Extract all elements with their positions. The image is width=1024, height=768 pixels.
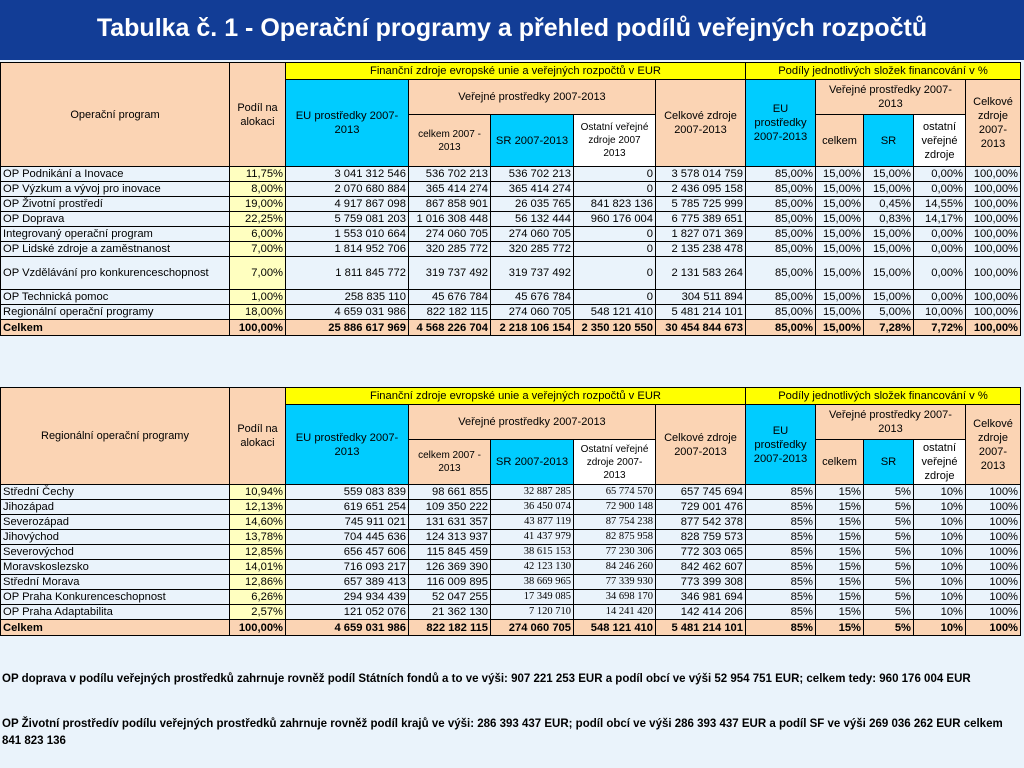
cell-pub: 365 414 274 — [409, 182, 491, 197]
header-other-public: Ostatní veřejné zdroje 2007 2013 — [574, 115, 656, 167]
header-program: Operační program — [1, 63, 230, 167]
table-row — [1, 560, 1021, 575]
cell-sr: 45 676 784 — [491, 290, 574, 305]
cell-tot: 5 785 725 999 — [656, 197, 746, 212]
cell-ptot: 100,00% — [966, 197, 1021, 212]
cell-eu: 2 070 680 884 — [286, 182, 409, 197]
cell-ptot: 100,00% — [966, 305, 1021, 320]
cell-psr: 5% — [864, 560, 914, 575]
cell-oth: 34 698 170 — [574, 590, 656, 605]
header-public-total: celkem 2007 - 2013 — [409, 115, 491, 167]
cell-peu: 85,00% — [746, 227, 816, 242]
cell-tot: 657 745 694 — [656, 485, 746, 500]
cell-share: 2,57% — [230, 605, 286, 620]
cell-poth: 10% — [914, 485, 966, 500]
cell-name: OP Praha Adaptabilita — [1, 605, 230, 620]
cell-oth: 548 121 410 — [574, 305, 656, 320]
cell-oth: 77 230 306 — [574, 545, 656, 560]
cell-share: 11,75% — [230, 167, 286, 182]
cell-ppub: 15,00% — [816, 227, 864, 242]
cell-pub: 274 060 705 — [409, 227, 491, 242]
total-cell-share: 100,00% — [230, 320, 286, 336]
total-cell-pub: 822 182 115 — [409, 620, 491, 636]
cell-tot: 773 399 308 — [656, 575, 746, 590]
cell-peu: 85% — [746, 500, 816, 515]
regional-programs-table — [0, 387, 1021, 636]
cell-oth: 0 — [574, 227, 656, 242]
cell-tot: 729 001 476 — [656, 500, 746, 515]
cell-peu: 85,00% — [746, 212, 816, 227]
cell-poth: 0,00% — [914, 167, 966, 182]
cell-psr: 5% — [864, 605, 914, 620]
header-eu-funds: EU prostředky 2007-2013 — [286, 405, 409, 485]
cell-tot: 304 511 894 — [656, 290, 746, 305]
cell-ptot: 100,00% — [966, 227, 1021, 242]
total-cell-ptot: 100% — [966, 620, 1021, 636]
cell-poth: 10% — [914, 560, 966, 575]
cell-share: 1,00% — [230, 290, 286, 305]
table-row — [1, 227, 1021, 242]
header-sr: SR 2007-2013 — [491, 440, 574, 485]
cell-name: OP Podnikání a Inovace — [1, 167, 230, 182]
cell-ppub: 15% — [816, 575, 864, 590]
cell-ptot: 100% — [966, 545, 1021, 560]
header-pct-sr: SR — [864, 440, 914, 485]
cell-oth: 0 — [574, 242, 656, 257]
total-cell-peu: 85% — [746, 620, 816, 636]
cell-poth: 10% — [914, 605, 966, 620]
total-cell-share: 100,00% — [230, 620, 286, 636]
header-funding-band: Finanční zdroje evropské unie a veřejných rozpočtů v EUR — [286, 388, 746, 405]
header-eu-funds: EU prostředky 2007-2013 — [286, 80, 409, 167]
table-row — [1, 182, 1021, 197]
cell-psr: 15,00% — [864, 182, 914, 197]
header-total-sources: Celkové zdroje 2007-2013 — [656, 80, 746, 167]
cell-ptot: 100,00% — [966, 212, 1021, 227]
cell-psr: 5% — [864, 575, 914, 590]
header-pct-total-sources: Celkové zdroje 2007-2013 — [966, 405, 1021, 485]
cell-name: Střední Morava — [1, 575, 230, 590]
cell-tot: 772 303 065 — [656, 545, 746, 560]
cell-psr: 5% — [864, 500, 914, 515]
cell-poth: 14,17% — [914, 212, 966, 227]
table-row — [1, 575, 1021, 590]
cell-psr: 15,00% — [864, 227, 914, 242]
cell-name: OP Výzkum a vývoj pro inovace — [1, 182, 230, 197]
note-environment: OP Životní prostředív podílu veřejných prostředků zahrnuje rovněž podíl krajů ve výši: 286 393 437 EUR; podíl obcí ve výši 286 393 437 EUR a podíl SF ve výši 269 036 262 EUR celkem 841 823 136 — [2, 718, 1003, 747]
cell-pub: 115 845 459 — [409, 545, 491, 560]
total-row — [1, 620, 1021, 636]
cell-peu: 85% — [746, 575, 816, 590]
cell-tot: 3 578 014 759 — [656, 167, 746, 182]
cell-sr: 38 669 965 — [491, 575, 574, 590]
cell-ptot: 100% — [966, 515, 1021, 530]
cell-share: 7,00% — [230, 242, 286, 257]
cell-name: Moravskoslezsko — [1, 560, 230, 575]
cell-oth: 84 246 260 — [574, 560, 656, 575]
cell-oth: 77 339 930 — [574, 575, 656, 590]
cell-ptot: 100% — [966, 485, 1021, 500]
table-row — [1, 500, 1021, 515]
header-total-sources: Celkové zdroje 2007-2013 — [656, 405, 746, 485]
total-cell-poth: 7,72% — [914, 320, 966, 336]
cell-psr: 5% — [864, 545, 914, 560]
cell-share: 19,00% — [230, 197, 286, 212]
cell-ptot: 100% — [966, 500, 1021, 515]
cell-sr: 7 120 710 — [491, 605, 574, 620]
cell-name: OP Praha Konkurenceschopnost — [1, 590, 230, 605]
cell-ptot: 100% — [966, 530, 1021, 545]
cell-psr: 15,00% — [864, 167, 914, 182]
total-cell-tot: 5 481 214 101 — [656, 620, 746, 636]
header-pct-total-sources: Celkové zdroje 2007-2013 — [966, 80, 1021, 167]
cell-psr: 15,00% — [864, 290, 914, 305]
total-cell-ppub: 15,00% — [816, 320, 864, 336]
cell-poth: 10,00% — [914, 305, 966, 320]
cell-ppub: 15,00% — [816, 257, 864, 290]
cell-name: OP Vzdělávání pro konkurenceschopnost — [1, 257, 230, 290]
cell-ptot: 100,00% — [966, 290, 1021, 305]
cell-eu: 1 553 010 664 — [286, 227, 409, 242]
cell-share: 13,78% — [230, 530, 286, 545]
cell-eu: 3 041 312 546 — [286, 167, 409, 182]
cell-peu: 85,00% — [746, 182, 816, 197]
operational-programs-table — [0, 62, 1021, 336]
cell-psr: 15,00% — [864, 242, 914, 257]
cell-sr: 38 615 153 — [491, 545, 574, 560]
cell-peu: 85,00% — [746, 197, 816, 212]
cell-poth: 0,00% — [914, 182, 966, 197]
cell-psr: 5% — [864, 590, 914, 605]
cell-tot: 346 981 694 — [656, 590, 746, 605]
cell-pub: 116 009 895 — [409, 575, 491, 590]
header-other-public: Ostatní veřejné zdroje 2007- 2013 — [574, 440, 656, 485]
cell-ptot: 100,00% — [966, 242, 1021, 257]
cell-name: OP Technická pomoc — [1, 290, 230, 305]
cell-sr: 365 414 274 — [491, 182, 574, 197]
cell-poth: 10% — [914, 575, 966, 590]
cell-oth: 72 900 148 — [574, 500, 656, 515]
cell-oth: 87 754 238 — [574, 515, 656, 530]
cell-oth: 0 — [574, 290, 656, 305]
cell-pub: 109 350 222 — [409, 500, 491, 515]
cell-share: 10,94% — [230, 485, 286, 500]
header-pct-eu: EU prostředky 2007-2013 — [746, 80, 816, 167]
cell-ppub: 15,00% — [816, 197, 864, 212]
cell-eu: 1 814 952 706 — [286, 242, 409, 257]
cell-name: OP Doprava — [1, 212, 230, 227]
cell-share: 14,01% — [230, 560, 286, 575]
cell-oth: 0 — [574, 182, 656, 197]
header-pct-other: ostatní veřejné zdroje — [914, 440, 966, 485]
cell-tot: 828 759 573 — [656, 530, 746, 545]
total-cell-oth: 548 121 410 — [574, 620, 656, 636]
table-row — [1, 305, 1021, 320]
cell-psr: 5% — [864, 485, 914, 500]
cell-ppub: 15,00% — [816, 182, 864, 197]
cell-poth: 10% — [914, 545, 966, 560]
cell-tot: 1 827 071 369 — [656, 227, 746, 242]
total-cell-peu: 85,00% — [746, 320, 816, 336]
cell-oth: 960 176 004 — [574, 212, 656, 227]
cell-poth: 10% — [914, 590, 966, 605]
cell-poth: 0,00% — [914, 227, 966, 242]
cell-share: 12,85% — [230, 545, 286, 560]
cell-name: Jihozápad — [1, 500, 230, 515]
cell-oth: 65 774 570 — [574, 485, 656, 500]
cell-tot: 5 481 214 101 — [656, 305, 746, 320]
cell-pub: 98 661 855 — [409, 485, 491, 500]
header-pct-eu: EU prostředky 2007-2013 — [746, 405, 816, 485]
header-regional-program: Regionální operační programy — [1, 388, 230, 485]
total-cell-name: Celkem — [1, 620, 230, 636]
cell-sr: 41 437 979 — [491, 530, 574, 545]
cell-ppub: 15% — [816, 515, 864, 530]
cell-ppub: 15% — [816, 500, 864, 515]
total-cell-name: Celkem — [1, 320, 230, 336]
cell-peu: 85,00% — [746, 242, 816, 257]
header-share: Podíl na alokaci — [230, 388, 286, 485]
cell-ptot: 100% — [966, 590, 1021, 605]
table-row — [1, 530, 1021, 545]
cell-pub: 822 182 115 — [409, 305, 491, 320]
cell-psr: 5% — [864, 530, 914, 545]
cell-poth: 10% — [914, 500, 966, 515]
cell-peu: 85% — [746, 530, 816, 545]
total-row — [1, 320, 1021, 336]
table-row — [1, 515, 1021, 530]
cell-psr: 0,83% — [864, 212, 914, 227]
cell-share: 22,25% — [230, 212, 286, 227]
cell-peu: 85,00% — [746, 257, 816, 290]
cell-eu: 745 911 021 — [286, 515, 409, 530]
total-cell-tot: 30 454 844 673 — [656, 320, 746, 336]
header-public-total: celkem 2007 - 2013 — [409, 440, 491, 485]
cell-ppub: 15% — [816, 560, 864, 575]
cell-sr: 56 132 444 — [491, 212, 574, 227]
cell-sr: 26 035 765 — [491, 197, 574, 212]
header-public-funds: Veřejné prostředky 2007-2013 — [409, 405, 656, 440]
cell-share: 14,60% — [230, 515, 286, 530]
cell-eu: 559 083 839 — [286, 485, 409, 500]
cell-poth: 10% — [914, 530, 966, 545]
cell-poth: 14,55% — [914, 197, 966, 212]
cell-name: Střední Čechy — [1, 485, 230, 500]
page-title: Tabulka č. 1 - Operační programy a přehled podílů veřejných rozpočtů — [96, 14, 928, 42]
cell-sr: 43 877 119 — [491, 515, 574, 530]
cell-poth: 10% — [914, 515, 966, 530]
cell-oth: 82 875 958 — [574, 530, 656, 545]
cell-poth: 0,00% — [914, 257, 966, 290]
table-row — [1, 167, 1021, 182]
cell-ppub: 15,00% — [816, 305, 864, 320]
header-pct-other: ostatní veřejné zdroje — [914, 115, 966, 167]
cell-peu: 85,00% — [746, 290, 816, 305]
cell-tot: 142 414 206 — [656, 605, 746, 620]
total-cell-sr: 2 218 106 154 — [491, 320, 574, 336]
header-pct-public: Veřejné prostředky 2007-2013 — [816, 405, 966, 440]
header-sr: SR 2007-2013 — [491, 115, 574, 167]
title-bar — [0, 0, 1024, 60]
cell-sr: 36 450 074 — [491, 500, 574, 515]
table-row — [1, 485, 1021, 500]
table-row — [1, 290, 1021, 305]
cell-tot: 2 436 095 158 — [656, 182, 746, 197]
cell-share: 12,13% — [230, 500, 286, 515]
cell-tot: 6 775 389 651 — [656, 212, 746, 227]
cell-pub: 124 313 937 — [409, 530, 491, 545]
cell-ptot: 100% — [966, 560, 1021, 575]
total-cell-ppub: 15% — [816, 620, 864, 636]
cell-share: 8,00% — [230, 182, 286, 197]
cell-sr: 274 060 705 — [491, 305, 574, 320]
cell-sr: 320 285 772 — [491, 242, 574, 257]
cell-oth: 14 241 420 — [574, 605, 656, 620]
total-cell-eu: 4 659 031 986 — [286, 620, 409, 636]
cell-peu: 85% — [746, 605, 816, 620]
cell-pub: 536 702 213 — [409, 167, 491, 182]
cell-share: 6,26% — [230, 590, 286, 605]
cell-pub: 126 369 390 — [409, 560, 491, 575]
cell-name: Severozápad — [1, 515, 230, 530]
cell-peu: 85% — [746, 590, 816, 605]
cell-pub: 1 016 308 448 — [409, 212, 491, 227]
cell-psr: 0,45% — [864, 197, 914, 212]
cell-pub: 45 676 784 — [409, 290, 491, 305]
cell-eu: 657 389 413 — [286, 575, 409, 590]
cell-name: Integrovaný operační program — [1, 227, 230, 242]
cell-poth: 0,00% — [914, 290, 966, 305]
total-cell-eu: 25 886 617 969 — [286, 320, 409, 336]
cell-share: 12,86% — [230, 575, 286, 590]
cell-eu: 656 457 606 — [286, 545, 409, 560]
cell-peu: 85% — [746, 545, 816, 560]
total-cell-pub: 4 568 226 704 — [409, 320, 491, 336]
table-row — [1, 257, 1021, 290]
cell-sr: 42 123 130 — [491, 560, 574, 575]
cell-sr: 536 702 213 — [491, 167, 574, 182]
cell-name: Jihovýchod — [1, 530, 230, 545]
table-row — [1, 242, 1021, 257]
cell-share: 6,00% — [230, 227, 286, 242]
cell-ppub: 15% — [816, 485, 864, 500]
cell-tot: 842 462 607 — [656, 560, 746, 575]
cell-ptot: 100,00% — [966, 257, 1021, 290]
cell-ppub: 15,00% — [816, 290, 864, 305]
cell-eu: 4 659 031 986 — [286, 305, 409, 320]
cell-eu: 1 811 845 772 — [286, 257, 409, 290]
cell-share: 18,00% — [230, 305, 286, 320]
header-pct-sr: SR — [864, 115, 914, 167]
cell-eu: 121 052 076 — [286, 605, 409, 620]
cell-ppub: 15,00% — [816, 167, 864, 182]
cell-eu: 294 934 439 — [286, 590, 409, 605]
cell-tot: 877 542 378 — [656, 515, 746, 530]
cell-share: 7,00% — [230, 257, 286, 290]
header-pct-total: celkem — [816, 115, 864, 167]
cell-ptot: 100% — [966, 605, 1021, 620]
total-cell-psr: 7,28% — [864, 320, 914, 336]
cell-tot: 2 135 238 478 — [656, 242, 746, 257]
cell-ppub: 15% — [816, 545, 864, 560]
table-row — [1, 605, 1021, 620]
cell-psr: 15,00% — [864, 257, 914, 290]
table-row — [1, 545, 1021, 560]
cell-ppub: 15% — [816, 530, 864, 545]
header-pct-total: celkem — [816, 440, 864, 485]
cell-eu: 4 917 867 098 — [286, 197, 409, 212]
cell-eu: 5 759 081 203 — [286, 212, 409, 227]
header-shares-band: Podíly jednotlivých složek financování v % — [746, 388, 1021, 405]
cell-oth: 841 823 136 — [574, 197, 656, 212]
cell-pub: 52 047 255 — [409, 590, 491, 605]
cell-sr: 319 737 492 — [491, 257, 574, 290]
total-cell-ptot: 100,00% — [966, 320, 1021, 336]
cell-ptot: 100,00% — [966, 167, 1021, 182]
cell-tot: 2 131 583 264 — [656, 257, 746, 290]
total-cell-oth: 2 350 120 550 — [574, 320, 656, 336]
cell-name: Regionální operační programy — [1, 305, 230, 320]
header-share: Podíl na alokaci — [230, 63, 286, 167]
cell-peu: 85% — [746, 515, 816, 530]
cell-oth: 0 — [574, 167, 656, 182]
note-transport: OP doprava v podílu veřejných prostředků zahrnuje rovněž podíl Státních fondů a to ve výši: 907 221 253 EUR a podíl obcí ve výši 52 954 751 EUR; celkem tedy: 960 176 004 EUR — [2, 673, 971, 685]
cell-eu: 704 445 636 — [286, 530, 409, 545]
cell-pub: 131 631 357 — [409, 515, 491, 530]
header-shares-band: Podíly jednotlivých složek financování v % — [746, 63, 1021, 80]
cell-pub: 319 737 492 — [409, 257, 491, 290]
cell-eu: 258 835 110 — [286, 290, 409, 305]
table-row — [1, 590, 1021, 605]
cell-ptot: 100,00% — [966, 182, 1021, 197]
header-public-funds: Veřejné prostředky 2007-2013 — [409, 80, 656, 115]
cell-pub: 867 858 901 — [409, 197, 491, 212]
cell-sr: 17 349 085 — [491, 590, 574, 605]
cell-sr: 274 060 705 — [491, 227, 574, 242]
cell-eu: 619 651 254 — [286, 500, 409, 515]
cell-poth: 0,00% — [914, 242, 966, 257]
total-cell-psr: 5% — [864, 620, 914, 636]
cell-pub: 320 285 772 — [409, 242, 491, 257]
table-row — [1, 212, 1021, 227]
total-cell-poth: 10% — [914, 620, 966, 636]
cell-peu: 85,00% — [746, 167, 816, 182]
cell-ppub: 15,00% — [816, 212, 864, 227]
cell-psr: 5,00% — [864, 305, 914, 320]
cell-eu: 716 093 217 — [286, 560, 409, 575]
cell-peu: 85,00% — [746, 305, 816, 320]
table-row — [1, 197, 1021, 212]
cell-ppub: 15% — [816, 605, 864, 620]
cell-sr: 32 887 285 — [491, 485, 574, 500]
header-funding-band: Finanční zdroje evropské unie a veřejných rozpočtů v EUR — [286, 63, 746, 80]
cell-ppub: 15% — [816, 590, 864, 605]
cell-name: OP Životní prostředí — [1, 197, 230, 212]
cell-peu: 85% — [746, 560, 816, 575]
cell-pub: 21 362 130 — [409, 605, 491, 620]
cell-name: OP Lidské zdroje a zaměstnanost — [1, 242, 230, 257]
cell-ptot: 100% — [966, 575, 1021, 590]
cell-ppub: 15,00% — [816, 242, 864, 257]
total-cell-sr: 274 060 705 — [491, 620, 574, 636]
header-pct-public: Veřejné prostředky 2007-2013 — [816, 80, 966, 115]
cell-peu: 85% — [746, 485, 816, 500]
cell-name: Severovýchod — [1, 545, 230, 560]
cell-psr: 5% — [864, 515, 914, 530]
cell-oth: 0 — [574, 257, 656, 290]
